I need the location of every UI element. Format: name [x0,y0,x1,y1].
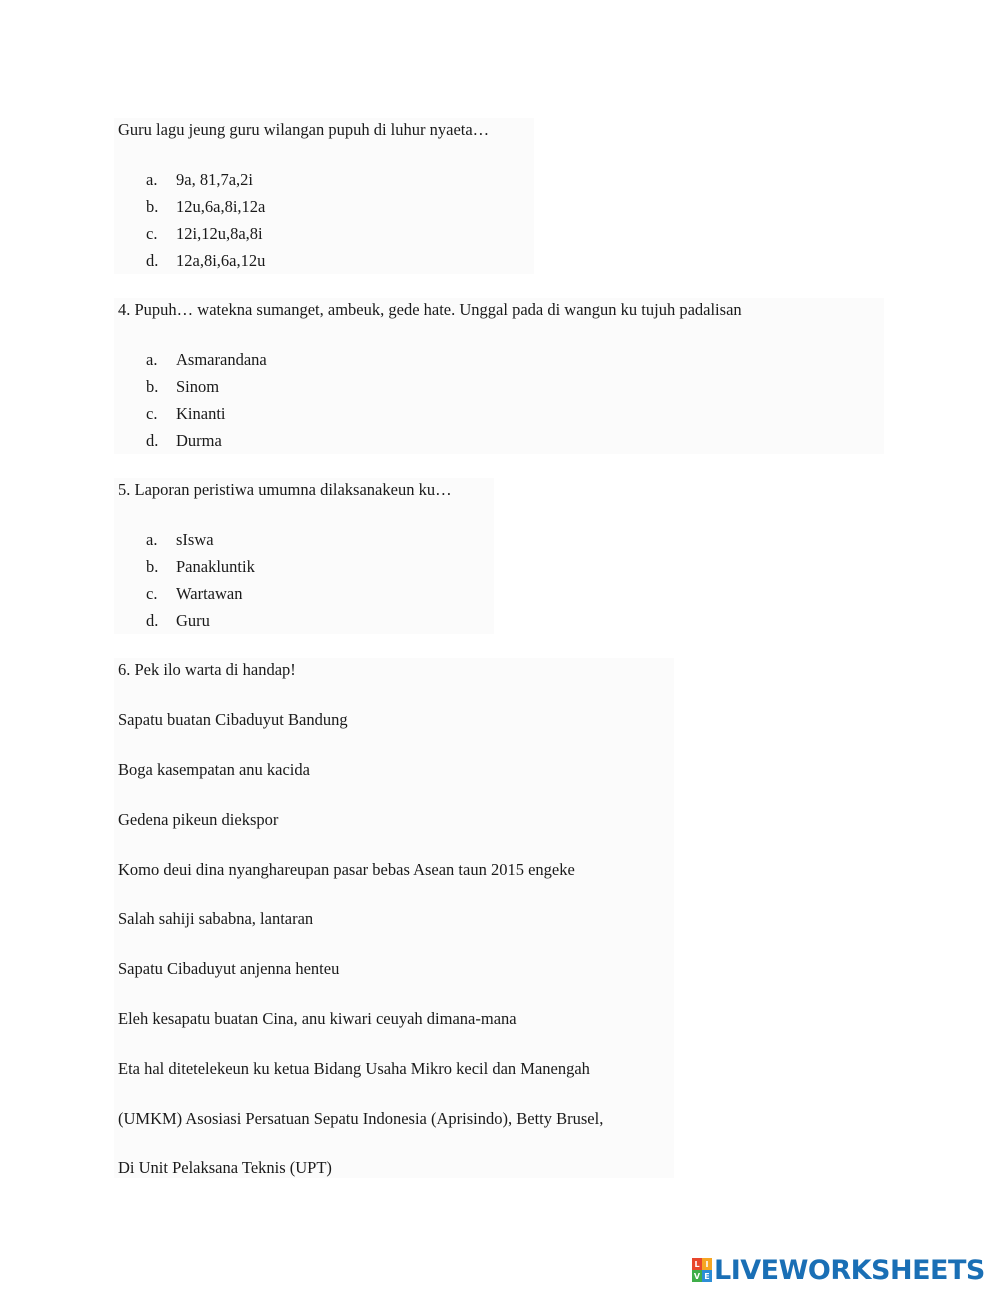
q6-text-line: Di Unit Pelaksana Teknis (UPT) [118,1158,332,1177]
q6-text-line: Sapatu buatan Cibaduyut Bandung [118,710,348,729]
q4-option-c[interactable] [146,404,226,424]
option-text: Wartawan [176,584,243,603]
option-letter: c. [146,404,158,423]
option-letter: d. [146,251,159,270]
q6-text-line: Komo deui dina nyanghareupan pasar bebas Asean taun 2015 engeke [118,860,575,879]
q4-option-a[interactable] [146,350,267,370]
live-badge-icon [692,1258,712,1282]
option-letter: d. [146,611,159,630]
option-letter: a. [146,170,158,189]
badge-letter: L [692,1258,702,1270]
option-text: 12i,12u,8a,8i [176,224,263,243]
q5-option-d[interactable] [146,611,210,631]
option-text: 12u,6a,8i,12a [176,197,266,216]
option-letter: d. [146,431,159,450]
option-text: 9a, 81,7a,2i [176,170,253,189]
badge-letter: I [702,1258,712,1270]
option-letter: b. [146,377,159,396]
option-letter: b. [146,197,159,216]
q6-question: 6. Pek ilo warta di handap! [118,660,296,679]
q6-text-line: Eleh kesapatu buatan Cina, anu kiwari ceuyah dimana-mana [118,1009,517,1028]
option-letter: c. [146,584,158,603]
q5-question: 5. Laporan peristiwa umumna dilaksanakeun ku… [118,480,452,499]
q6-text-line: (UMKM) Asosiasi Persatuan Sepatu Indonesia (Aprisindo), Betty Brusel, [118,1109,604,1128]
q6-text-line: Eta hal ditetelekeun ku ketua Bidang Usaha Mikro kecil dan Manengah [118,1059,590,1078]
option-text: Asmarandana [176,350,267,369]
q6-text-line: Boga kasempatan anu kacida [118,760,310,779]
option-text: Durma [176,431,222,450]
q3-option-b[interactable] [146,197,265,217]
q4-option-b[interactable] [146,377,219,397]
option-text: Guru [176,611,210,630]
q3-option-a[interactable] [146,170,253,190]
option-letter: c. [146,224,158,243]
q5-option-c[interactable] [146,584,242,604]
q6-text-line: Gedena pikeun diekspor [118,810,279,829]
liveworksheets-logo[interactable] [692,1256,985,1284]
option-letter: b. [146,557,159,576]
option-text: sIswa [176,530,214,549]
q3-option-d[interactable] [146,251,265,271]
q5-option-b[interactable] [146,557,255,577]
q4-block-bg [114,298,884,454]
option-text: Sinom [176,377,220,396]
option-text: Panakluntik [176,557,255,576]
brand-name: LIVEWORKSHEETS [714,1254,985,1286]
option-text: Kinanti [176,404,226,423]
badge-letter: V [693,1271,701,1281]
badge-letter: E [702,1270,712,1282]
option-letter: a. [146,530,158,549]
q3-option-c[interactable] [146,224,263,244]
q6-text-line: Salah sahiji sababna, lantaran [118,909,314,928]
option-letter: a. [146,350,158,369]
q3-question: Guru lagu jeung guru wilangan pupuh di luhur nyaeta… [118,120,490,139]
q4-option-d[interactable] [146,431,222,451]
q6-text-line: Sapatu Cibaduyut anjenna henteu [118,959,340,978]
q4-question: 4. Pupuh… watekna sumanget, ambeuk, gede hate. Unggal pada di wangun ku tujuh padalisan [118,300,742,319]
q5-option-a[interactable] [146,530,214,550]
option-text: 12a,8i,6a,12u [176,251,266,270]
